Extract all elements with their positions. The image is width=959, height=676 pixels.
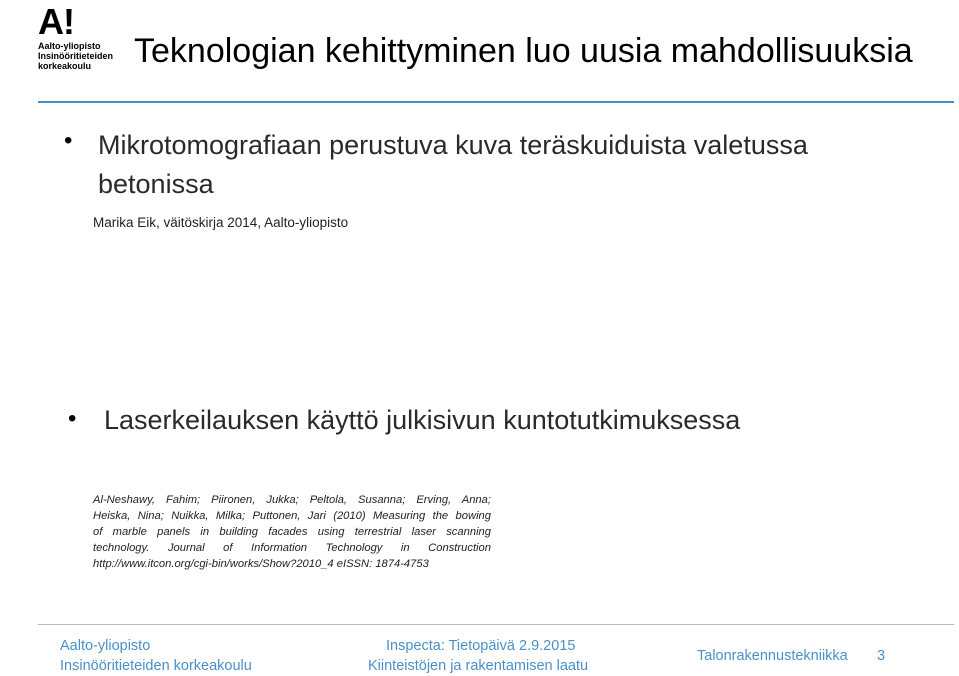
bullet-icon: • <box>64 127 73 154</box>
bullet-1-source: Marika Eik, väitöskirja 2014, Aalto-yliopisto <box>93 215 349 230</box>
logo-text-university: Aalto-yliopisto <box>38 41 101 51</box>
footer-school: Insinööritieteiden korkeakoulu <box>60 658 252 674</box>
page-number: 3 <box>877 648 886 664</box>
citation-url: http://www.itcon.org/cgi-bin/works/Show?2010_4 eISSN: 1874-4753 <box>93 558 429 570</box>
citation-line: technology. Journal of Information Technology in Construction <box>93 542 491 554</box>
logo-text-school-1: Insinööritieteiden <box>38 51 114 61</box>
bullet-1-text: Mikrotomografiaan perustuva kuva teräskuiduista valetussa betonissa <box>98 130 808 199</box>
footer-university: Aalto-yliopisto <box>60 638 151 654</box>
footer-event: Inspecta: Tietopäivä 2.9.2015 <box>386 638 576 654</box>
bullet-2-text: Laserkeilauksen käyttö julkisivun kuntotutkimuksessa <box>104 405 741 435</box>
footer-divider <box>38 624 954 625</box>
bullet-icon: • <box>68 405 77 432</box>
aalto-logo <box>38 1 118 71</box>
citation <box>93 492 491 572</box>
footer-event-topic: Kiinteistöjen ja rakentamisen laatu <box>368 658 589 674</box>
slide-title: Teknologian kehittyminen luo uusia mahdollisuuksia <box>134 32 913 70</box>
citation-line: Heiska, Nina; Nuikka, Milka; Puttonen, Jari (2010) Measuring the bowing <box>93 510 491 522</box>
title-divider <box>38 101 954 103</box>
logo-mark: A! <box>38 1 74 42</box>
logo-text-school-2: korkeakoulu <box>38 61 92 71</box>
citation-line: of marble panels in building facades using terrestrial laser scanning <box>93 526 491 538</box>
citation-line: Al-Neshawy, Fahim; Piironen, Jukka; Peltola, Susanna; Erving, Anna; <box>93 494 491 506</box>
footer-department: Talonrakennustekniikka <box>697 648 848 664</box>
